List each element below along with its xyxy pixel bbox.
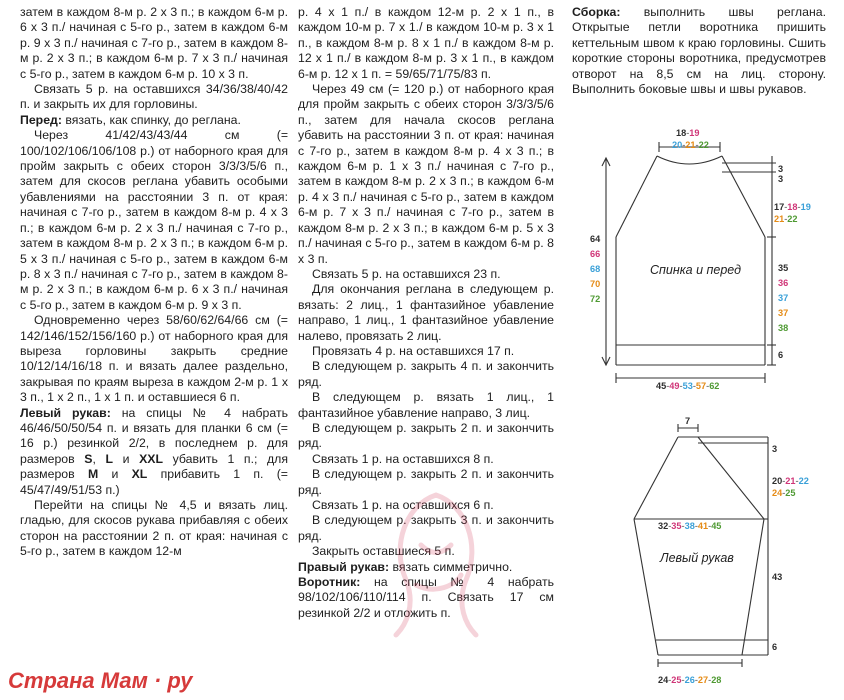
section-title-right-sleeve: Правый рукав: [298,559,390,574]
sleeve-upper-width-label: 32-35-38-41-45 [658,521,722,531]
body-side-size1: 35 [778,263,789,273]
watermark-figure-icon [366,485,506,645]
paragraph: Через 41/42/43/43/44 см (= 100/102/106/106/108 р.) от наборного края для пройм закрыть с обеих сторон 3/3/3/5/6 п., затем для скосов реглана убавить особыми убавлениями на расстоянии 3 п. от края: начиная с 7-го р., затем в каждом 8-м р. 4 х 3 п.; в каждом 6-м р. 2 х 3 п./ начиная с 7-го р., затем в каждом 8-м р. 2 х 3 п.; в каждом 6-м р. 5 х 3 п./ начиная с 5-го р., затем в каждом 6-м р. 8 х 3 п./ начиная с 7-го р., затем в каждом 8-м р. 2 х 3 п.; в каждом 6-м р. 6 х 3 п./ начиная с 5-го р., затем в каждом 6-м р. 9 х 3 п. [20,128,288,312]
paragraph: Закрыть оставшиеся 5 п. [312,544,455,559]
body-neck-depth-label-2: 3 [778,174,784,184]
body-top-width-label: 18-19 [676,128,700,138]
section-title-front: Перед: [20,112,62,127]
paragraph: Провязать 4 р. на оставшихся 17 п. [312,343,515,358]
body-piece-label: Спинка и перед [650,263,741,277]
paragraph: Связать 1 р. на оставшихся 8 п. [312,451,494,466]
paragraph: В следующем р. закрыть 2 п. и закончить ряд. [298,467,554,497]
sleeve-raglan-label-2: 24-25 [772,488,796,498]
paragraph: Правый рукав: вязать симметрично. [298,559,513,574]
body-height-size1: 64 [590,234,601,244]
paragraph: Связать 5 р. на оставшихся 34/36/38/40/42 п. и закрыть их для горловины. [20,82,288,112]
paragraph: Связать 5 р. на оставшихся 23 п. [312,266,501,281]
paragraph: В следующем р. вязать 1 лиц., 1 фантазийное убавление направо, 3 лиц. [298,390,554,420]
schematic-lines [572,0,844,700]
section-title-left-sleeve: Левый рукав: [20,405,111,420]
paragraph: затем в каждом 8-м р. 2 х 3 п.; в каждом 6-м р. 6 х 3 п./ начиная с 5-го р., затем в каждом 6-м р. 9 х 3 п./ начиная с 7-го р., затем в каждом 8-м р. 2 х 3 п.; в каждом 6-м р. 7 х 3 п./ начиная с 5-го р., затем в каждом 6-м р. 10 х 3 п. [20,5,288,81]
sleeve-raglan-label: 20-21-22 [772,476,809,486]
paragraph: р. 4 х 1 п./ в каждом 12-м р. 2 х 1 п., в каждом 10-м р. 7 х 1./ в каждом 10-м р. 3 х 1 п., в каждом 8-м р. 8 х 1 п./ в каждом 8-м р. 12 х 1 п./ в каждом 8-м р. 3 х 1 п., в каждом 6-м р. 12 х 1 п. = 59/65/71/75/83 п. [298,5,554,81]
paragraph: В следующем р. закрыть 2 п. и закончить ряд. [298,420,554,451]
paragraph: Перед: вязать, как спинку, до реглана. [20,112,241,127]
body-side-size3: 37 [778,293,789,303]
body-height-size3: 68 [590,264,601,274]
paragraph: Для окончания реглана в следующем р. вязать: 2 лиц., 1 фантазийное убавление направо, 1 лиц., 1 фантазийное убавление налево, провязать 2 лиц. [298,282,554,343]
section-title-assembly: Сборка: [572,5,621,19]
body-side-size2: 36 [778,278,789,288]
sleeve-length-label: 43 [772,572,783,582]
body-side-size5: 38 [778,323,789,333]
body-height-size4: 70 [590,279,601,289]
body-rib-height-label: 6 [778,350,784,360]
body-neck-depth-label-1: 3 [778,164,784,174]
text-column-1 [20,5,288,560]
paragraph: В следующем р. закрыть 4 п. и закончить ряд. [298,359,554,389]
body-raglan-label-2: 21-22 [774,214,798,224]
schematic-diagrams [572,0,844,700]
sleeve-piece-label: Левый рукав [660,551,734,565]
body-top-width-label-2: 20-21-22 [672,140,709,150]
paragraph: Воротник: на спицы № 4 набрать 98/102/106/110/114 п. Связать 17 см резинкой 2/2 и отложить п. [298,575,554,620]
body-bottom-width-label: 45-49-53-57-62 [656,381,720,391]
sleeve-top-depth-label: 3 [772,444,778,454]
sleeve-rib-height-label: 6 [772,642,778,652]
paragraph: Через 49 см (= 120 р.) от наборного края для пройм закрыть с обеих сторон 3/3/3/5/6 п., затем для начала скосов реглана убавить на расстоянии 3 п. от края: начиная с 7-го р., затем в каждом 8-м р. 4 х 3 п.; в каждом 6-м р. 1 х 3 п./ начиная с 7-го р., затем в каждом 8-м р. 2 х 3 п.; в каждом 6-м р. 4 х 3 п./ начиная с 5-го р., затем в каждом 6-м р. 7 х 3 п./ начиная с 7-го р., затем в каждом 8-м р. 2 х 3 п.; в каждом 6-м р. 5 х 3 п./ начиная с 5-го р., затем в каждом 6-м р. 8 х 3 п. [298,82,554,266]
sleeve-bottom-width-label: 24-25-26-27-28 [658,675,722,685]
paragraph: Сборка: выполнить швы реглана. Открытые петли воротника пришить кеттельным швом к краю горловины. Сшить короткие стороны воротника, предусмотрев отворот на 8,5 см на лиц. сторону. Выполнить боковые швы и швы рукавов. [572,5,826,97]
site-watermark-logo: Страна Мам · ру [8,668,193,693]
body-height-size5: 72 [590,294,601,304]
paragraph: В следующем р. закрыть 3 п. и закончить ряд. [298,513,554,543]
paragraph: Левый рукав: на спицы № 4 набрать 46/46/50/50/54 п. и вязать для планки 6 см (= 16 р.) резинкой 2/2, в последнем р. для размеров S, L и XXL убавить 1 п.; для размеров M и XL прибавить 1 п. (= 45/47/49/51/53 п.) [20,405,289,497]
paragraph: Одновременно через 58/60/62/64/66 см (= 142/146/152/156/160 р.) от наборного края для выреза горловины закрыть средние 10/12/14/16/18 п. и вязать далее раздельно, закрывая по краям выреза в каждом 2-м р. 1 х 3 п., 1 х 2 п., 1 х 1 п. и оставшиеся 6 п. [20,313,288,405]
paragraph: Связать 1 р. на оставшихся 6 п. [312,498,494,512]
body-height-size2: 66 [590,249,601,259]
paragraph: Перейти на спицы № 4,5 и вязать лиц. гладью, для скосов рукава прибавляя с обеих сторон на расстоянии 2 п. от края: начиная с 5-го р., затем в каждом 12-м [20,498,288,559]
section-title-collar: Воротник: [298,575,361,590]
sleeve-top-width-label: 7 [685,416,691,426]
body-raglan-label: 17-18-19 [774,202,811,212]
body-side-size4: 37 [778,308,789,318]
